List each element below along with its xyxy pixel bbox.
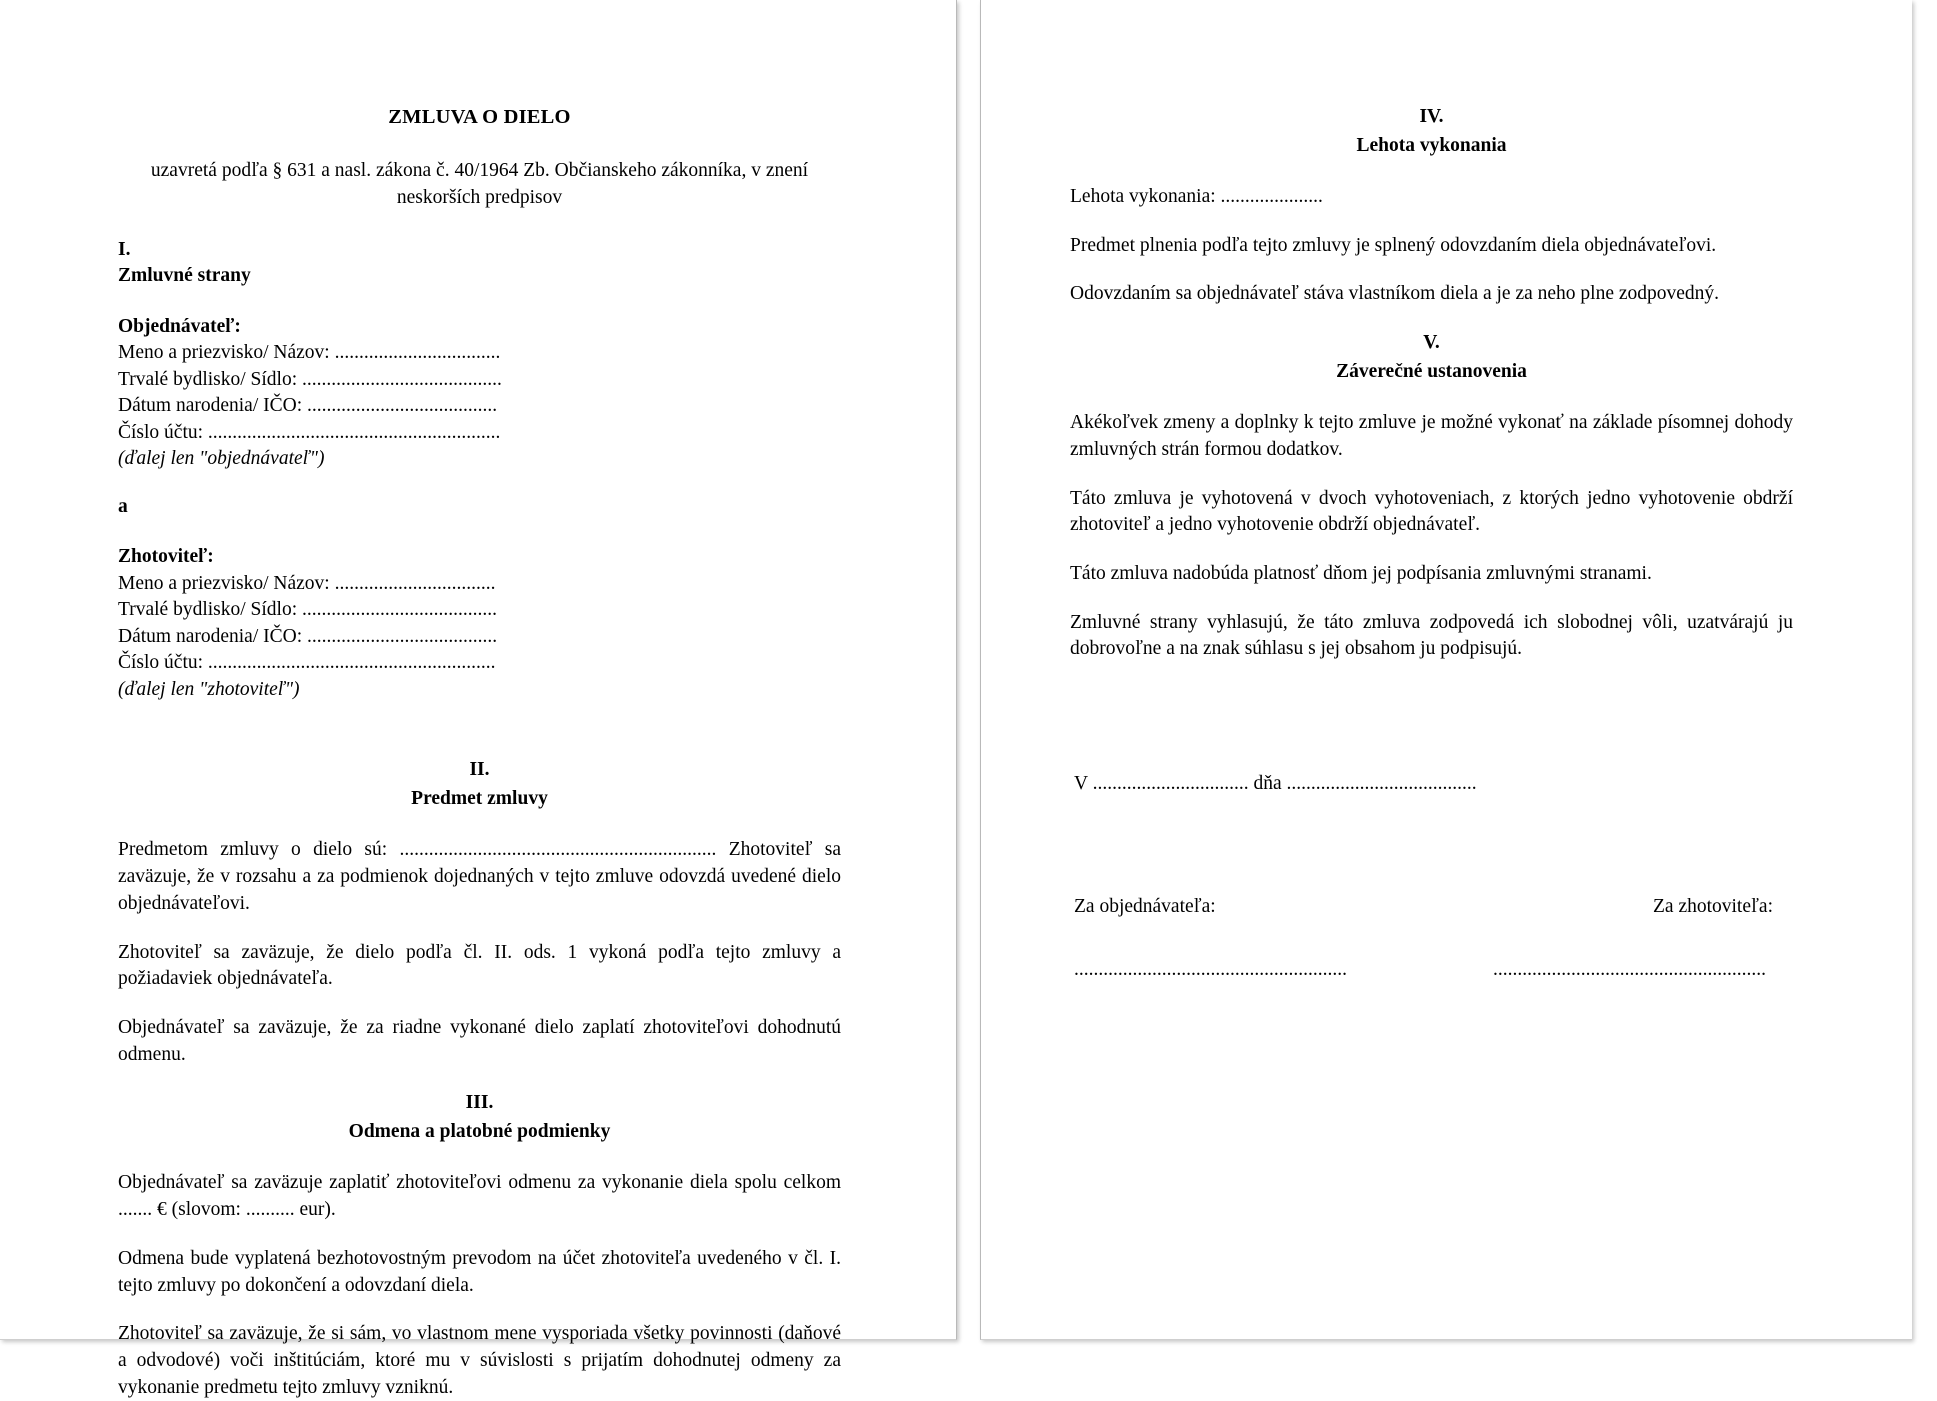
article-5-number: V. bbox=[1423, 332, 1440, 354]
page-1-content bbox=[118, 0, 841, 1401]
contractor-party-heading: Zhotoviteľ: bbox=[118, 546, 214, 568]
article-5-name: Záverečné ustanovenia bbox=[1336, 360, 1527, 382]
article-3-paragraph-2: Odmena bude vyplatená bezhotovostným prevodom na účet zhotoviteľa uvedeného v čl. I. tejto zmluvy po dokončení a odovzdaní diela. bbox=[118, 1247, 841, 1296]
article-2-paragraph-1: Predmetom zmluvy o dielo sú: ................................................................. Zhotoviteľ sa zaväzuje, že v rozsahu a za podmienok dojednaných v tejto zmluve odovzdá uvedené dielo objednávateľovi. bbox=[118, 839, 841, 914]
page-title: ZMLUVA O DIELO bbox=[388, 106, 571, 128]
document-page-1 bbox=[0, 0, 957, 1398]
signature-labels-row bbox=[1070, 894, 1793, 921]
article-4-paragraph-2: Predmet plnenia podľa tejto zmluvy je splnený odovzdaním diela objednávateľovi. bbox=[1070, 234, 1717, 256]
article-2-number: II. bbox=[469, 759, 490, 781]
client-field-name: Meno a priezvisko/ Názov: .................................. bbox=[118, 342, 501, 364]
article-5-paragraph-4: Zmluvné strany vyhlasujú, že táto zmluva zodpovedá ich slobodnej vôli, uzatvárajú ju dobrovoľne a na znak súhlasu s jej obsahom ju podpisujú. bbox=[1070, 611, 1793, 660]
page-gutter bbox=[957, 0, 980, 1340]
article-4-name: Lehota vykonania bbox=[1356, 134, 1507, 156]
signature-line-contractor: ........................................................ bbox=[1493, 959, 1766, 981]
client-field-address: Trvalé bydlisko/ Sídlo: ......................................... bbox=[118, 368, 502, 390]
article-1-number: I. bbox=[118, 238, 131, 260]
contractor-field-address: Trvalé bydlisko/ Sídlo: ........................................ bbox=[118, 599, 498, 621]
page-2-content bbox=[1070, 0, 1793, 984]
article-2-name: Predmet zmluvy bbox=[411, 787, 548, 809]
article-3-number: III. bbox=[465, 1092, 494, 1114]
signature-label-contractor: Za zhotoviteľa: bbox=[1653, 895, 1773, 917]
article-5-paragraph-2: Táto zmluva je vyhotovená v dvoch vyhotoveniach, z ktorých jedno vyhotovenie obdrží zhotoviteľ a jedno vyhotovenie obdrží objednávateľ. bbox=[1070, 487, 1793, 536]
client-field-birthdate-ico: Dátum narodenia/ IČO: ....................................... bbox=[118, 395, 498, 417]
parties-conjunction: a bbox=[118, 495, 128, 517]
article-3-paragraph-3: Zhotoviteľ sa zaväzuje, že si sám, vo vlastnom mene vysporiada všetky povinnosti (daňové a odvodové) voči inštitúciám, ktoré mu v súvislosti s prijatím dohodnutej odmeny za vykonanie predmetu tejto zmluvy vzniknú. bbox=[118, 1323, 841, 1398]
article-4-paragraph-3: Odovzdaním sa objednávateľ stáva vlastníkom diela a je za neho plne zodpovedný. bbox=[1070, 283, 1720, 305]
contractor-alias: (ďalej len "zhotoviteľ") bbox=[118, 678, 300, 700]
place-date-line: V ................................ dňa ....................................... bbox=[1074, 773, 1477, 795]
signature-lines-row bbox=[1070, 920, 1793, 984]
article-4-number: IV. bbox=[1419, 106, 1444, 127]
spacer-before-article-2 bbox=[118, 703, 841, 757]
client-alias: (ďalej len "objednávateľ") bbox=[118, 448, 325, 470]
client-field-account: Číslo účtu: ............................................................ bbox=[118, 421, 501, 443]
article-5-paragraph-3: Táto zmluva nadobúda platnosť dňom jej podpísania zmluvnými stranami. bbox=[1070, 562, 1652, 584]
contractor-field-account: Číslo účtu: ........................................................... bbox=[118, 652, 496, 674]
contractor-field-name: Meno a priezvisko/ Názov: ................................. bbox=[118, 572, 496, 594]
article-1-name: Zmluvné strany bbox=[118, 265, 251, 287]
spacer-signature-labels bbox=[1070, 798, 1793, 894]
document-page-2 bbox=[980, 0, 1912, 1340]
contractor-field-birthdate-ico: Dátum narodenia/ IČO: ....................................... bbox=[118, 625, 498, 647]
signature-line-client: ........................................................ bbox=[1074, 959, 1347, 981]
article-3-name: Odmena a platobné podmienky bbox=[348, 1120, 611, 1142]
article-2-paragraph-2: Zhotoviteľ sa zaväzuje, že dielo podľa čl. II. ods. 1 vykoná podľa tejto zmluvy a požiadaviek objednávateľa. bbox=[118, 941, 841, 990]
article-4-paragraph-1: Lehota vykonania: ..................... bbox=[1070, 186, 1323, 208]
document-subtitle: uzavretá podľa § 631 a nasl. zákona č. 40/1964 Zb. Občianskeho zákonníka, v znení neskorších predpisov bbox=[150, 159, 809, 208]
article-3-paragraph-1: Objednávateľ sa zaväzuje zaplatiť zhotoviteľovi odmenu za vykonanie diela spolu celkom ....... € (slovom: .......... eur). bbox=[118, 1172, 841, 1221]
client-party-heading: Objednávateľ: bbox=[118, 315, 241, 337]
spacer-before-signature bbox=[1070, 663, 1793, 771]
article-2-paragraph-3: Objednávateľ sa zaväzuje, že za riadne vykonané dielo zaplatí zhotoviteľovi dohodnutú odmenu. bbox=[118, 1016, 841, 1065]
article-5-paragraph-1: Akékoľvek zmeny a doplnky k tejto zmluve je možné vykonať na základe písomnej dohody zmluvných strán formou dodatkov. bbox=[1070, 412, 1793, 460]
signature-label-client: Za objednávateľa: bbox=[1074, 895, 1216, 917]
